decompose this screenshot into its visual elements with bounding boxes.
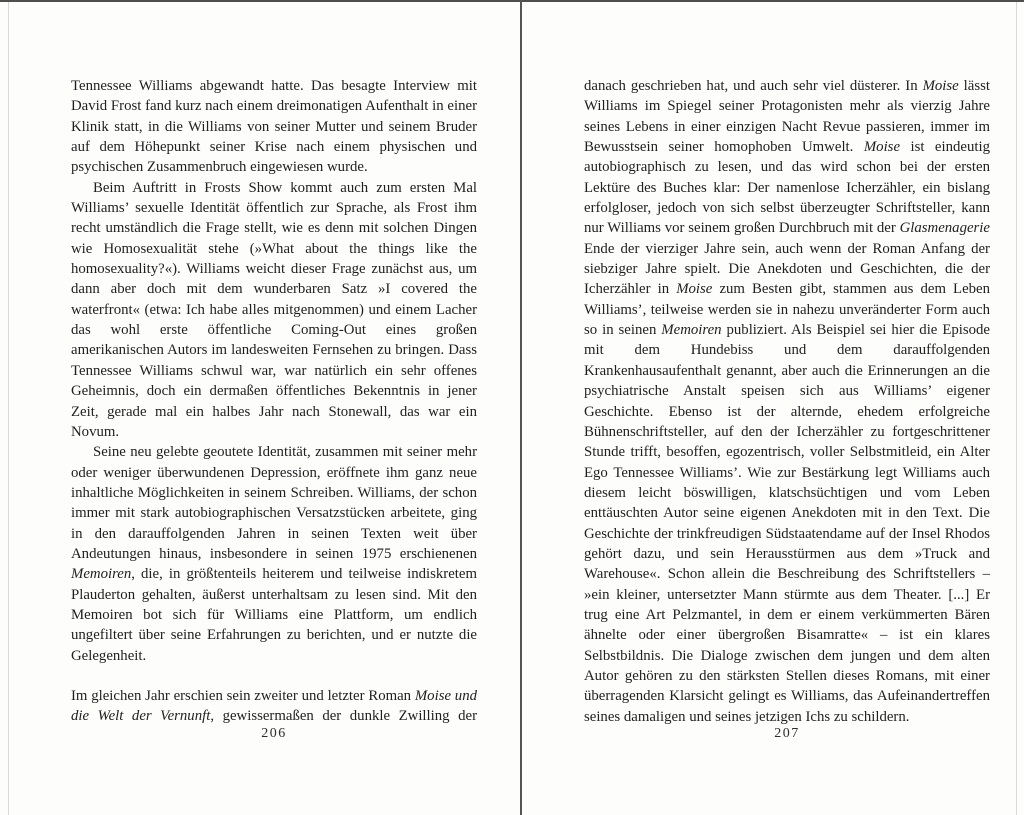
text-run: Im gleichen Jahr erschien sein zweiter und letzter Roman — [71, 687, 415, 704]
italic-text-run: Moise und die Welt der Vernunft — [71, 687, 477, 725]
book-gutter-line — [520, 0, 522, 815]
text-run: danach geschrieben hat, und auch sehr viel düsterer. In — [584, 78, 923, 94]
scan-top-edge-line — [0, 0, 1024, 2]
text-run: lässt Williams im Spiegel seiner Protagonisten mehr als vierzig Jahre seines Lebens in einer einzigen Nacht Revue passieren, immer im Bewusstsein seiner homophoben Umwelt. — [584, 78, 990, 156]
italic-text-run: Memoiren — [71, 566, 132, 583]
paragraph — [71, 686, 477, 728]
text-run: publiziert. Als Beispiel sei hier die Episode mit dem Hundebiss und dem darauffolgenden Krankenhausaufenthalt genannt, aber auch die Erinnerungen an die psychiatrische Anstalt speisen sich aus Williams’ eigener Geschichte. Ebenso ist der alternde, ehedem erfolgreiche Bühnenschriftsteller, auf den der Icherzähler zu fortgeschrittener Stunde trifft, besoffen, egozentrisch, voller Selbstmitleid, ein Alter Ego Tennessee Williams’. Wie zur Bestärkung legt Williams auch diesem leicht böswilligen, klatschsüchtigen und vom Leben enttäuschten Autor seine eigenen Anekdoten mit in den Text. Die Geschichte der trinkfreudigen Südstaatendame auf der Insel Rhodos gehört dazu, und sein Herausstürmen aus dem »Truck and Warehouse«. Schon allein die Beschreibung des Schriftstellers – »ein kleiner, untersetzter Mann stürmte aus dem Theater. [...] Er trug eine Art Pelzmantel, in dem er einem verkümmerten Bären ähnelte oder einer übergroßen Bisamratte« – ist ein klares Selbstbildnis. Die Dialoge zwischen dem jungen und dem alten Autor gehören zu den stärksten Stellen dieses Romans, mit einer überragenden Klarsicht gelingt es Williams, das Aufeinandertreffen seines damaligen und seines jetzigen Ichs zu schildern. — [584, 322, 990, 725]
paragraph — [71, 76, 477, 178]
italic-text-run: Moise — [863, 139, 901, 156]
paragraph — [71, 178, 477, 442]
page-left-text-column — [71, 76, 477, 728]
text-run: , gewissermaßen der dunkle Zwilling der — [210, 708, 477, 725]
scan-left-edge-line — [8, 2, 9, 815]
text-run: Seine neu gelebte geoutete Identität, zusammen mit seiner mehr oder weniger überwundenen Depression, eröffnete ihm ganz neue inhaltliche Möglichkeiten in seinem Schreiben. Williams, der schon immer mit stark autobiographischen Versatzstücken arbeitete, ging in den darauffolgenden Jahren in seinen Texten weit über Andeutungen hinaus, insbesondere in seinen 1975 erschienenen — [71, 444, 477, 562]
text-run: ist eindeutig autobiographisch zu lesen, und das wird schon bei der ersten Lektüre des Buches klar: Der namenlose Icherzähler, ein bislang erfolgloser, jedoch von sich selbst überzeugter Schriftsteller, kann nur Williams vor seinem großen Durchbruch mit der — [584, 139, 990, 237]
page-number-left: 206 — [261, 726, 287, 741]
page-number-right: 207 — [774, 726, 800, 741]
italic-text-run: Moise — [922, 78, 959, 94]
scan-right-edge-line — [1016, 2, 1017, 815]
text-run: zum Besten gibt, stammen aus dem Leben Williams’, teilweise werden sie in nahezu unveränderter Form auch so in seinen — [584, 281, 990, 339]
text-run: Beim Auftritt in Frosts Show kommt auch zum ersten Mal Williams’ sexuelle Identität öffentlich zur Sprache, als Frost ihm recht umständlich die Frage stellt, wie es denn mit solchen Dingen wie Homosexualität stehe (»What about the things like the homosexuality?«). Williams weicht dieser Frage zunächst aus, um dann aber doch mit dem wunderbaren Satz »I covered the waterfront« (etwa: Ich habe alles mitgenommen) und einem Lacher das wohl erste öffentliche Coming-Out eines großen amerikanischen Autors im landesweiten Fernsehen zu bringen. Dass Tennessee Williams schwul war, war natürlich ein sehr offenes Geheimnis, doch ein dermaßen öffentliches Bekenntnis in jener Zeit, gerade mal ein halbes Jahr nach Stonewall, das war ein Novum. — [71, 179, 477, 440]
text-run: Ende der vierziger Jahre sein, auch wenn der Roman Anfang der siebziger Jahre spielt. Die Anekdoten und Geschichten, die der Icherzähler in — [584, 240, 990, 298]
italic-text-run: Memoiren — [661, 322, 722, 339]
italic-text-run: Moise — [676, 281, 713, 298]
paragraph — [584, 76, 990, 727]
paragraph — [71, 442, 477, 666]
text-run: Tennessee Williams abgewandt hatte. Das besagte Interview mit David Frost fand kurz nach einem dreimonatigen Aufenthalt in einer Klinik statt, in die Williams von seiner Mutter und seinem Bruder auf dem Höhepunkt seiner Krise nach einem physischen und psychischen Zusammenbruch eingewiesen wurde. — [71, 78, 477, 176]
text-run: , die, in größtenteils heiterem und teilweise indiskretem Plauderton gehalten, äußerst unterhaltsam zu lesen sind. Mit den Memoiren bot sich für Williams eine Plattform, um endlich ungefiltert über seine Erfahrungen zu berichten, und er nutzte die Gelegenheit. — [71, 566, 477, 664]
page-right-text-column — [584, 76, 990, 728]
italic-text-run: Glasmenagerie — [899, 220, 990, 237]
